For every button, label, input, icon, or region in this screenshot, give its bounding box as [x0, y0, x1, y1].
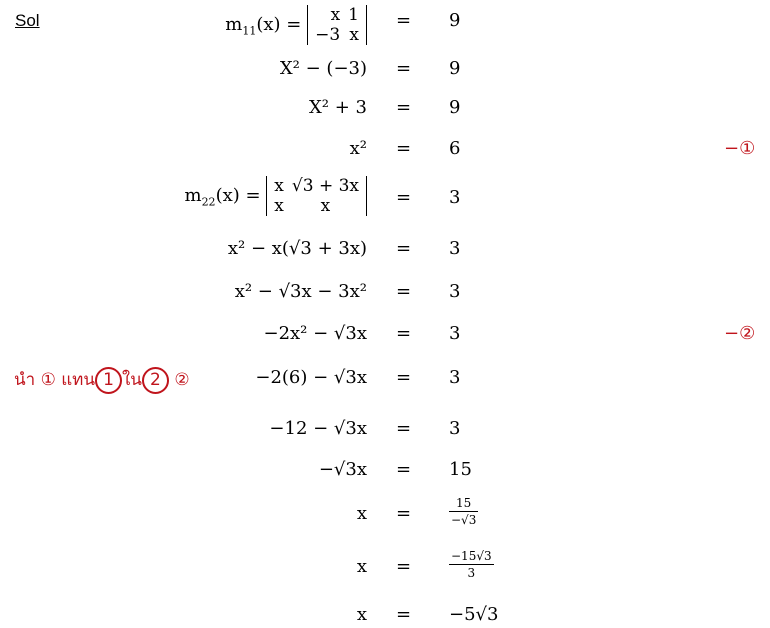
fraction-denominator: −√3: [451, 513, 477, 527]
row-10-lhs: −12 − √3x: [269, 418, 367, 439]
row-14-equals: =: [396, 604, 412, 625]
row-3-rhs: 9: [449, 97, 461, 118]
substitution-note: นำ ① แทน 1 ใน 2 ②: [14, 366, 190, 394]
fraction-denominator: 3: [467, 566, 476, 580]
row-7-lhs: x² − √3x − 3x²: [234, 281, 367, 302]
determinant-m11: x 1 −3 x: [307, 5, 367, 45]
row-5-equals: =: [396, 187, 412, 208]
row-14-lhs: x: [356, 604, 367, 625]
row-8-equals: =: [396, 323, 412, 344]
row-3-lhs: X² + 3: [308, 97, 367, 118]
row-3-equals: =: [396, 97, 412, 118]
fraction-numerator: 15: [449, 495, 478, 512]
sol-label: Sol: [15, 11, 40, 30]
row-11-lhs: −√3x: [318, 459, 367, 480]
circled-number-2: 2: [142, 367, 169, 394]
row-6-lhs: x² − x(√3 + 3x): [227, 238, 367, 259]
row-9-lhs: −2(6) − √3x: [255, 367, 367, 388]
row-13-fraction: [449, 548, 494, 581]
equation-marker-1: −①: [724, 138, 756, 159]
row-13-lhs: x: [356, 556, 367, 577]
row-1-rhs: 9: [449, 10, 461, 31]
row-6-equals: =: [396, 238, 412, 259]
row-12-fraction: [449, 495, 478, 528]
circled-number-1: 1: [95, 367, 122, 394]
row-8-rhs: 3: [449, 323, 461, 344]
row-7-equals: =: [396, 281, 412, 302]
row-12-equals: =: [396, 503, 412, 524]
row-11-rhs: 15: [449, 459, 472, 480]
row-4-lhs: x²: [349, 138, 367, 159]
row-8-lhs: −2x² − √3x: [263, 323, 367, 344]
row-2-equals: =: [396, 58, 412, 79]
row-7-rhs: 3: [449, 281, 461, 302]
row-1-lhs: $m_{11}(x)$ = x 1 −3 x: [225, 5, 367, 45]
row-11-equals: =: [396, 459, 412, 480]
row-10-rhs: 3: [449, 418, 461, 439]
row-4-equals: =: [396, 138, 412, 159]
row-5-rhs: 3: [449, 187, 461, 208]
row-13-equals: =: [396, 556, 412, 577]
fraction-numerator: −15√3: [451, 549, 492, 563]
row-9-equals: =: [396, 367, 412, 388]
row-1-equals: =: [396, 10, 412, 31]
row-2-lhs: X² − (−3): [279, 58, 367, 79]
row-5-lhs: $m_{22}(x)$ = x √3 + 3x x x: [184, 176, 367, 216]
row-4-rhs: 6: [449, 138, 461, 159]
row-6-rhs: 3: [449, 238, 461, 259]
row-14-rhs: −5√3: [449, 604, 499, 625]
row-9-rhs: 3: [449, 367, 461, 388]
equation-marker-2: −②: [724, 323, 756, 344]
row-12-lhs: x: [356, 503, 367, 524]
row-2-rhs: 9: [449, 58, 461, 79]
determinant-m22: x √3 + 3x x x: [266, 176, 367, 216]
row-10-equals: =: [396, 418, 412, 439]
